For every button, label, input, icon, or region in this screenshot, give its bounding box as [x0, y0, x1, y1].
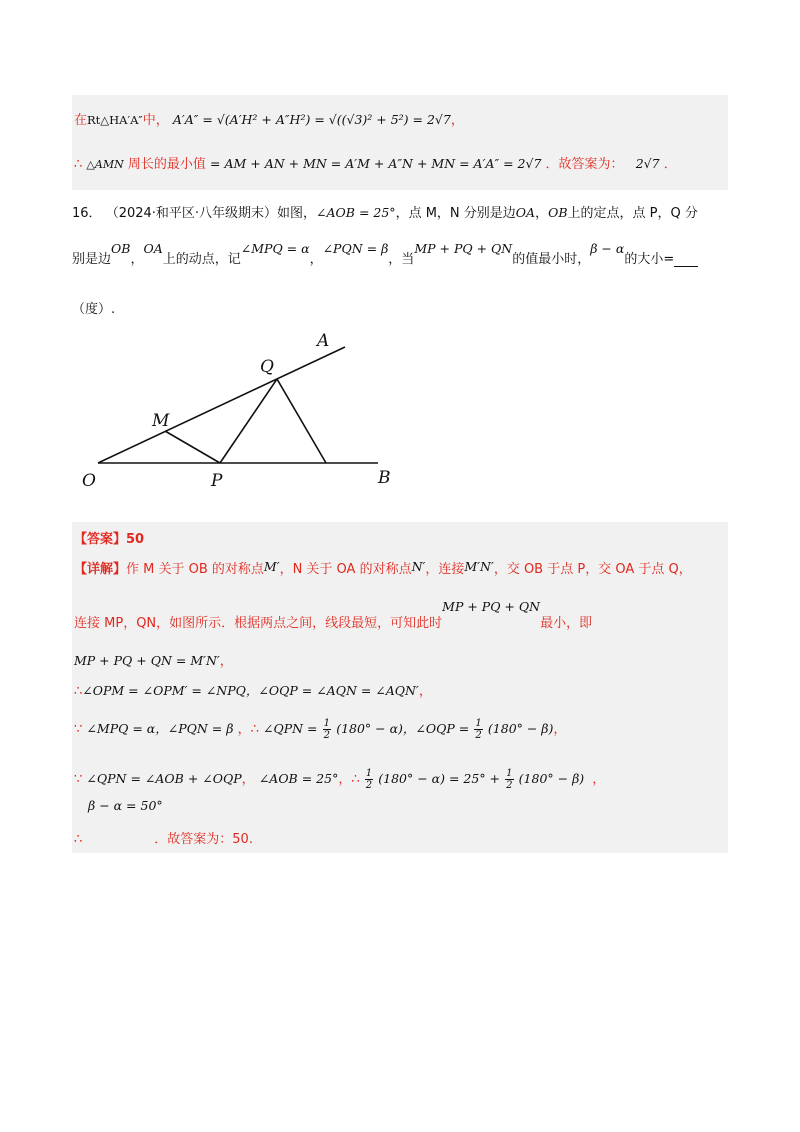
- fraction-half: [365, 768, 373, 791]
- text: ，: [309, 252, 323, 267]
- detail-line-2: [74, 599, 593, 631]
- denominator: 2: [323, 730, 331, 741]
- text: 最小，即: [540, 616, 593, 631]
- problem-source: （2024·和平区·八年级期末）如图，: [105, 206, 317, 221]
- text: 周长的最小值: [127, 157, 206, 172]
- problem-line-3: （度）.: [72, 302, 116, 317]
- text: ，: [219, 654, 233, 669]
- text: ，当: [388, 252, 415, 267]
- detail-line-1: [74, 558, 692, 577]
- segment-mp: [165, 431, 220, 463]
- detail-line-7-conclusion: [74, 828, 253, 847]
- therefore-symbol: ∴: [74, 684, 83, 699]
- problem-line-2: [72, 241, 698, 267]
- text: 的值最小时，: [512, 252, 591, 267]
- math: OB: [111, 241, 131, 256]
- math: OA: [143, 241, 163, 256]
- text: 上的动点，记: [162, 252, 241, 267]
- denominator: 2: [475, 730, 482, 741]
- answer-panel: [72, 522, 728, 853]
- text: ，∴: [338, 772, 360, 787]
- label-o: O: [82, 471, 96, 491]
- equation: ∠OPM = ∠OPM′ = ∠NPQ，∠OQP = ∠AQN = ∠AQN′: [82, 683, 419, 698]
- math: ∠MPQ = α: [240, 241, 310, 256]
- text: ，连接: [425, 562, 465, 577]
- therefore-symbol: ∴: [74, 157, 83, 172]
- equation: (180° − β): [487, 721, 554, 736]
- math: OA: [515, 205, 536, 220]
- numerator: 1: [475, 718, 482, 729]
- fraction-half: [474, 718, 482, 741]
- detail-tag: 【详解】: [74, 562, 127, 577]
- math: ∠PQN = β: [322, 241, 389, 256]
- text: ，点 M，N 分别是边: [395, 206, 516, 221]
- math: MP + PQ + QN: [414, 241, 513, 256]
- denominator: 2: [506, 780, 513, 791]
- answer-blank: [674, 254, 698, 267]
- text: ，: [130, 252, 144, 267]
- text: 作 M 关于 OB 的对称点: [126, 562, 264, 577]
- math: β − α: [590, 241, 625, 256]
- numerator: 1: [506, 768, 513, 779]
- triangle-label: △AMN: [86, 158, 124, 171]
- text: ，交 OB 于点 P，交 OA 于点 Q，: [493, 562, 692, 577]
- fraction-half: [505, 768, 513, 791]
- detail-line-7: [74, 798, 163, 828]
- equation: (180° − α) = 25° +: [378, 771, 501, 786]
- text: ，N 关于 OA 的对称点: [279, 562, 412, 577]
- problem-number: 16．: [72, 206, 102, 221]
- numerator: 1: [323, 718, 331, 729]
- equation: ∠MPQ = α，∠PQN = β: [86, 721, 234, 736]
- text: ，: [418, 684, 432, 699]
- equation: ∠QPN = ∠AOB + ∠OQP: [86, 771, 242, 786]
- solution-line-1: [74, 109, 464, 128]
- text: 中，: [142, 113, 169, 128]
- text: ，: [241, 772, 255, 787]
- answer-value: 2√7: [635, 156, 660, 171]
- therefore-symbol: ∴: [74, 832, 83, 847]
- math: OB: [548, 205, 568, 220]
- geometry-figure: [70, 320, 430, 500]
- math: ∠AOB = 25°: [316, 205, 396, 220]
- equation: = AM + AN + MN = A′M + A″N + MN = A′A″ = 2√7: [210, 156, 542, 171]
- equation: ∠AOB = 25°: [258, 771, 339, 786]
- label-m: M: [152, 411, 170, 431]
- detail-line-3: [74, 650, 233, 669]
- answer-line: [74, 528, 144, 547]
- equation: (180° − α)，∠OQP =: [336, 721, 470, 736]
- detail-line-6: [74, 768, 605, 791]
- label-q: Q: [260, 357, 274, 377]
- text: ．故答案为：50.: [154, 832, 253, 847]
- equation: (180° − β): [518, 771, 585, 786]
- text: ，: [553, 722, 567, 737]
- equation: ∠QPN =: [263, 721, 318, 736]
- math: M′: [263, 559, 280, 574]
- label-a: A: [317, 331, 330, 351]
- text: ，∴: [237, 722, 259, 737]
- because-symbol: ∵: [74, 722, 83, 737]
- denominator: 2: [365, 780, 373, 791]
- solution-line-2: [74, 153, 677, 172]
- text: ．故答案为：: [545, 157, 624, 172]
- text: 别是边: [72, 252, 112, 267]
- detail-line-4: [74, 680, 432, 699]
- because-symbol: ∵: [74, 772, 83, 787]
- segment-qn: [277, 379, 326, 463]
- equation: A′A″ = √(A′H² + A″H²) = √((√3)² + 5²) = 2√7: [172, 112, 451, 127]
- answer-value: 50: [126, 532, 145, 547]
- triangle-label: Rt△HA′A″: [87, 113, 143, 127]
- equation: β − α = 50°: [88, 798, 163, 813]
- numerator: 1: [365, 768, 373, 779]
- problem-line-1: [72, 202, 698, 221]
- text: 的大小=: [624, 252, 675, 267]
- equation: MP + PQ + QN = M′N′: [74, 653, 220, 668]
- text: ，: [535, 206, 549, 221]
- previous-solution-panel: [72, 95, 728, 190]
- text: 在: [74, 113, 88, 128]
- label-b: B: [378, 468, 391, 488]
- ray-oa: [98, 347, 345, 463]
- label-p: P: [211, 471, 223, 491]
- math: N′: [411, 559, 426, 574]
- text: ．: [663, 157, 677, 172]
- text: 连接 MP，QN，如图所示．根据两点之间，线段最短，可知此时: [74, 616, 443, 631]
- detail-line-5: [74, 718, 566, 741]
- text: ，: [592, 772, 606, 787]
- math: MP + PQ + QN: [442, 599, 541, 614]
- math: M′N′: [464, 559, 494, 574]
- text: 上的定点，点 P，Q 分: [567, 206, 698, 221]
- text: ，: [450, 113, 464, 128]
- answer-tag: 【答案】: [74, 532, 127, 547]
- fraction-half: [323, 718, 331, 741]
